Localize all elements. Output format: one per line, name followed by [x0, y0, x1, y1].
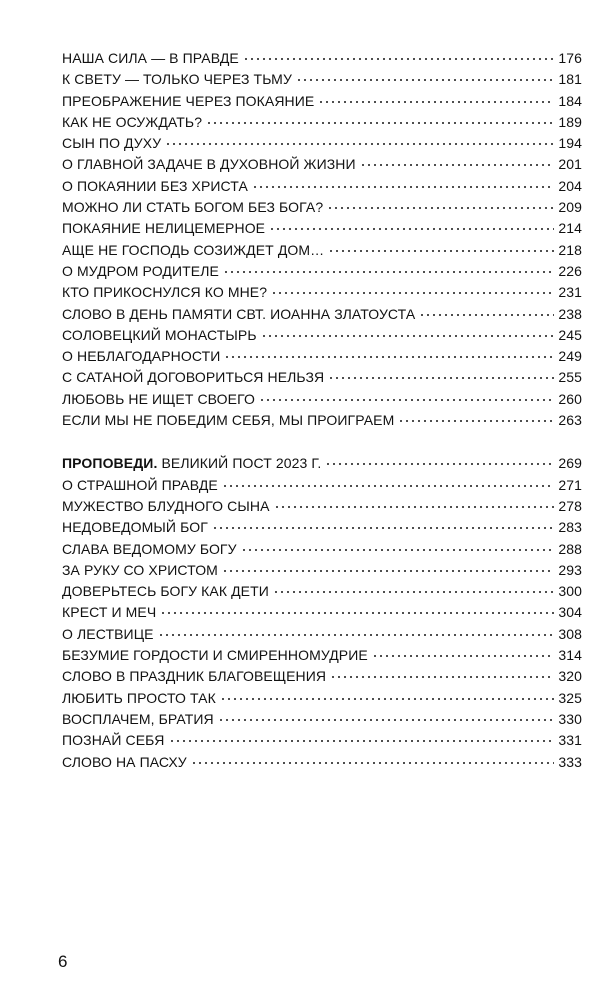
toc-entry-title: ЛЮБОВЬ НЕ ИЩЕТ СВОЕГО — [62, 390, 255, 407]
dot-leader — [160, 612, 554, 614]
toc-entry[interactable] — [62, 688, 582, 709]
dot-leader — [327, 207, 554, 209]
dot-leader — [328, 377, 554, 379]
toc-entry[interactable] — [62, 112, 582, 133]
toc-entry-page: 263 — [558, 412, 582, 429]
toc-entry[interactable] — [62, 475, 582, 496]
toc-entry-page: 331 — [558, 732, 582, 749]
toc-entry-page: 184 — [558, 92, 582, 109]
toc-entry[interactable] — [62, 304, 582, 325]
dot-leader — [218, 719, 555, 721]
toc-entry[interactable] — [62, 410, 582, 431]
toc-entry-title: С САТАНОЙ ДОГОВОРИТЬСЯ НЕЛЬЗЯ — [62, 369, 325, 386]
toc-entry-page: 288 — [558, 540, 582, 557]
dot-leader — [328, 250, 554, 252]
dot-leader — [273, 591, 554, 593]
toc-entry-page: 226 — [558, 262, 582, 279]
toc-entry[interactable] — [62, 154, 582, 175]
toc-entry[interactable] — [62, 240, 582, 261]
dot-leader — [330, 676, 554, 678]
dot-leader — [360, 164, 555, 166]
toc-entry-page: 260 — [558, 390, 582, 407]
toc-entry-page: 218 — [558, 241, 582, 258]
toc-entry-title: ДОВЕРЬТЕСЬ БОГУ КАК ДЕТИ — [62, 583, 269, 600]
toc-entry[interactable] — [62, 645, 582, 666]
toc-section-heading[interactable] — [62, 453, 582, 474]
toc-entry-page: 194 — [558, 135, 582, 152]
toc-entry-title: МОЖНО ЛИ СТАТЬ БОГОМ БЕЗ БОГА? — [62, 199, 324, 216]
toc-entry-title: О ПОКАЯНИИ БЕЗ ХРИСТА — [62, 177, 248, 194]
toc-entry-page: 214 — [558, 220, 582, 237]
toc-entry-page: 320 — [558, 668, 582, 685]
dot-leader — [269, 228, 554, 230]
section-title — [62, 453, 321, 474]
toc-entry-title: СЫН ПО ДУХУ — [62, 135, 162, 152]
dot-leader — [271, 292, 554, 294]
toc-entry-title: НАША СИЛА — В ПРАВДЕ — [62, 50, 239, 66]
dot-leader — [222, 570, 554, 572]
toc-entry-title: СЛАВА ВЕДОМОМУ БОГУ — [62, 540, 237, 557]
toc-entry-title: НЕДОВЕДОМЫЙ БОГ — [62, 519, 208, 536]
toc-entry[interactable] — [62, 389, 582, 410]
dot-leader — [296, 79, 554, 81]
dot-leader — [243, 58, 554, 60]
toc-entry-page: 249 — [558, 348, 582, 365]
toc-entry-title: ПОКАЯНИЕ НЕЛИЦЕМЕРНОЕ — [62, 220, 266, 237]
toc-entry[interactable] — [62, 133, 582, 154]
toc-entry-page: 231 — [558, 284, 582, 301]
toc-group-1 — [62, 48, 582, 431]
toc-entry[interactable] — [62, 517, 582, 538]
toc-entry[interactable] — [62, 69, 582, 90]
toc-entry-title: ЕСЛИ МЫ НЕ ПОБЕДИМ СЕБЯ, МЫ ПРОИГРАЕМ — [62, 412, 395, 429]
toc-entry[interactable] — [62, 560, 582, 581]
dot-leader — [222, 485, 554, 487]
dot-leader — [241, 549, 555, 551]
toc-entry-page: 209 — [558, 199, 582, 216]
toc-entry-page: 255 — [558, 369, 582, 386]
toc-entry-title: ЛЮБИТЬ ПРОСТО ТАК — [62, 689, 216, 706]
toc-entry-title: КАК НЕ ОСУЖДАТЬ? — [62, 113, 203, 130]
toc-entry-title: КРЕСТ И МЕЧ — [62, 604, 157, 621]
toc-entry-title: АЩЕ НЕ ГОСПОДЬ СОЗИЖДЕТ ДОМ… — [62, 241, 325, 258]
toc-entry-title: МУЖЕСТВО БЛУДНОГО СЫНА — [62, 497, 270, 514]
dot-leader — [259, 399, 554, 401]
toc-entry-page: 314 — [558, 647, 582, 664]
toc-entry-page: 204 — [558, 177, 582, 194]
toc-entry[interactable] — [62, 48, 582, 69]
toc-entry-page: 238 — [558, 305, 582, 322]
toc-entry-title: О НЕБЛАГОДАРНОСТИ — [62, 348, 221, 365]
toc-entry[interactable] — [62, 752, 582, 773]
dot-leader — [372, 655, 554, 657]
toc-entry-page: 300 — [558, 583, 582, 600]
section-label: ПРОПОВЕДИ. — [62, 455, 158, 472]
toc-entry-page: 293 — [558, 561, 582, 578]
dot-leader — [325, 463, 554, 465]
toc-entry-page: 181 — [558, 71, 582, 88]
dot-leader — [398, 420, 554, 422]
toc-entry-title: О ГЛАВНОЙ ЗАДАЧЕ В ДУХОВНОЙ ЖИЗНИ — [62, 156, 356, 173]
toc-entry-page: 283 — [558, 519, 582, 536]
toc-entry-title: СОЛОВЕЦКИЙ МОНАСТЫРЬ — [62, 326, 257, 343]
toc-entry-page: 333 — [558, 753, 582, 770]
toc-entry[interactable] — [62, 346, 582, 367]
toc-entry[interactable] — [62, 282, 582, 303]
toc-entry[interactable] — [62, 602, 582, 623]
toc-entry[interactable] — [62, 730, 582, 751]
toc-group-2 — [62, 475, 582, 773]
toc-entry-page: 330 — [558, 710, 582, 727]
section-gap — [62, 431, 582, 453]
dot-leader — [419, 314, 554, 316]
table-of-contents — [62, 48, 582, 773]
toc-entry[interactable] — [62, 709, 582, 730]
toc-entry-page: 245 — [558, 326, 582, 343]
toc-entry[interactable] — [62, 218, 582, 239]
toc-entry-page: 189 — [558, 113, 582, 130]
dot-leader — [165, 143, 554, 145]
toc-entry[interactable] — [62, 261, 582, 282]
toc-entry-title: ПРЕОБРАЖЕНИЕ ЧЕРЕЗ ПОКАЯНИЕ — [62, 92, 315, 109]
toc-entry[interactable] — [62, 496, 582, 517]
toc-entry[interactable] — [62, 539, 582, 560]
dot-leader — [261, 335, 555, 337]
toc-entry-page: 176 — [558, 50, 582, 66]
toc-entry-title: СЛОВО В ДЕНЬ ПАМЯТИ СВТ. ИОАННА ЗЛАТОУСТА — [62, 305, 416, 322]
toc-entry-page: 201 — [558, 156, 582, 173]
dot-leader — [274, 506, 555, 508]
toc-entry-title: ПОЗНАЙ СЕБЯ — [62, 732, 165, 749]
toc-entry[interactable] — [62, 176, 582, 197]
dot-leader — [191, 762, 555, 764]
dot-leader — [158, 634, 555, 636]
toc-entry-title: КТО ПРИКОСНУЛСЯ КО МНЕ? — [62, 284, 268, 301]
toc-entry-page: 271 — [558, 476, 582, 493]
toc-entry-title: О СТРАШНОЙ ПРАВДЕ — [62, 476, 218, 493]
toc-entry-title: ЗА РУКУ СО ХРИСТОМ — [62, 561, 218, 578]
toc-entry-title: О ЛЕСТВИЦЕ — [62, 625, 154, 642]
dot-leader — [220, 698, 555, 700]
dot-leader — [318, 101, 554, 103]
toc-entry[interactable] — [62, 367, 582, 388]
dot-leader — [224, 356, 554, 358]
toc-entry-page: 308 — [558, 625, 582, 642]
toc-entry-title: К СВЕТУ — ТОЛЬКО ЧЕРЕЗ ТЬМУ — [62, 71, 292, 88]
toc-entry-title: СЛОВО НА ПАСХУ — [62, 753, 187, 770]
toc-entry[interactable] — [62, 666, 582, 687]
dot-leader — [223, 271, 554, 273]
dot-leader — [169, 740, 555, 742]
toc-entry-page: 325 — [558, 689, 582, 706]
toc-entry-title: СЛОВО В ПРАЗДНИК БЛАГОВЕЩЕНИЯ — [62, 668, 327, 685]
page-number: 6 — [58, 952, 68, 971]
toc-entry[interactable] — [62, 581, 582, 602]
toc-entry[interactable] — [62, 325, 582, 346]
dot-leader — [206, 122, 554, 124]
toc-entry-page: 278 — [558, 497, 582, 514]
dot-leader — [212, 527, 554, 529]
toc-entry[interactable] — [62, 91, 582, 112]
dot-leader — [252, 186, 554, 188]
toc-entry-title: БЕЗУМИЕ ГОРДОСТИ И СМИРЕННОМУДРИЕ — [62, 647, 368, 664]
toc-entry-title: О МУДРОМ РОДИТЕЛЕ — [62, 262, 219, 279]
toc-entry-page: 304 — [558, 604, 582, 621]
toc-entry[interactable] — [62, 624, 582, 645]
section-subtitle: ВЕЛИКИЙ ПОСТ 2023 Г. — [161, 455, 322, 472]
section-page-number: 269 — [558, 455, 582, 472]
toc-entry-title: ВОСПЛАЧЕМ, БРАТИЯ — [62, 710, 214, 727]
toc-entry[interactable] — [62, 197, 582, 218]
